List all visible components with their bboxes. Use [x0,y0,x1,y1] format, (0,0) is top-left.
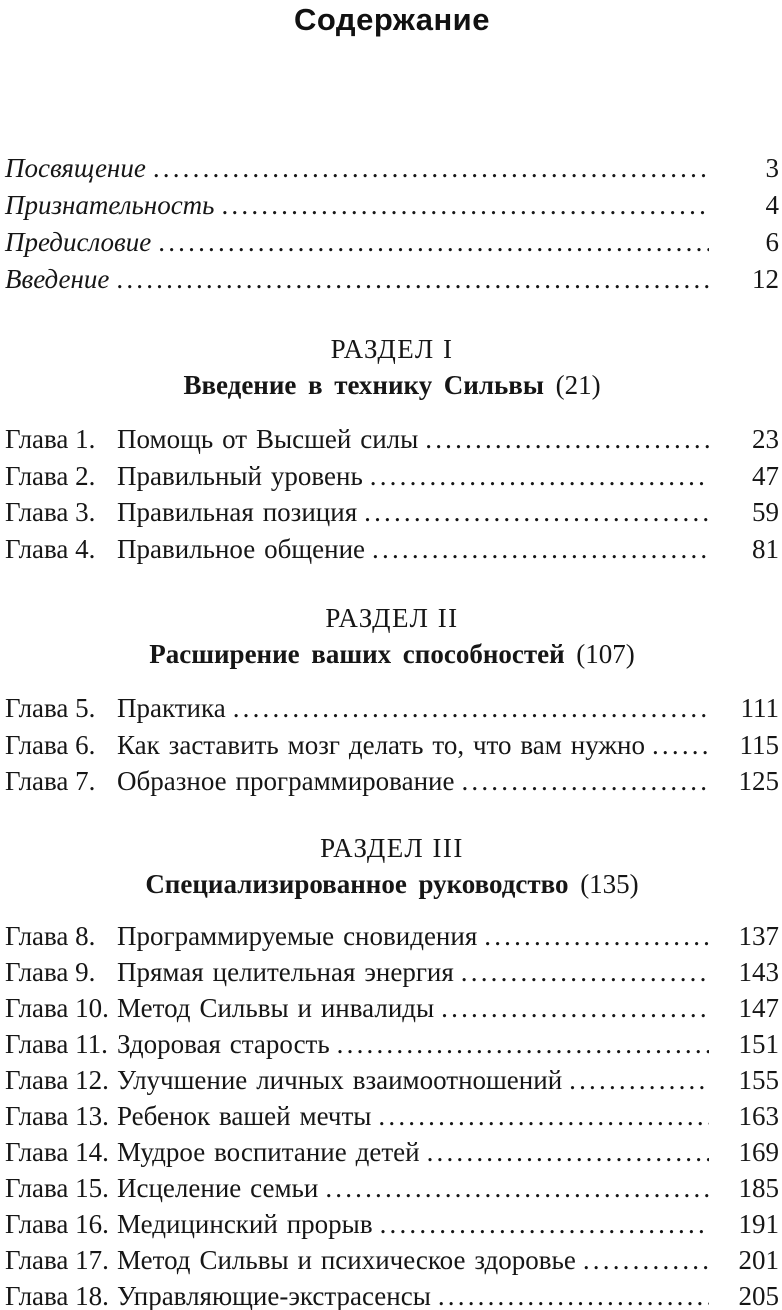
chapter-title: Правильный уровень [117,460,363,491]
dot-leader [337,1026,709,1062]
chapter-page-number: 125 [738,766,779,796]
chapter-page-number: 185 [738,1172,779,1203]
chapter-label: Глава 2. [5,460,96,491]
chapter-list [5,421,779,567]
dot-leader [380,1206,709,1242]
chapter-list [5,690,779,800]
dot-leader [378,1098,709,1134]
chapter-label: Глава 18. [5,1280,109,1310]
dot-leader [158,224,709,261]
chapter-label: Глава 10. [5,992,109,1023]
chapter-row [5,1098,779,1134]
chapter-page-number: 137 [738,920,779,951]
chapter-title: Здоровая старость [117,1028,330,1059]
chapter-page-number: 81 [752,533,779,564]
chapter-row [5,918,779,954]
section-heading: РАЗДЕЛ III [320,832,464,863]
chapter-row [5,1242,779,1278]
section-subtitle [5,367,779,403]
chapter-row [5,1206,779,1242]
chapter-label: Глава 5. [5,693,96,723]
toc-entry [5,224,779,261]
section-subtitle-text: Введение в технику Сильвы [183,370,544,400]
chapter-label: Глава 9. [5,956,96,987]
chapter-row [5,1278,779,1310]
chapter-label: Глава 3. [5,497,96,527]
chapter-title: Программируемые сновидения [117,920,478,951]
dot-leader [370,458,709,495]
chapter-page-number: 201 [738,1244,779,1275]
entry-page-number: 3 [765,153,779,183]
chapter-row [5,1170,779,1206]
chapter-label: Глава 8. [5,920,96,951]
chapter-row [5,531,779,568]
chapter-page-number: 115 [739,729,779,760]
dot-leader [221,187,709,224]
chapter-label: Глава 6. [5,729,96,760]
chapter-page-number: 59 [752,497,779,527]
chapter-page-number: 147 [738,992,779,1023]
dot-leader [325,1170,709,1206]
dot-leader [425,421,709,458]
toc-entry [5,150,779,187]
chapter-label: Глава 16. [5,1208,109,1239]
chapter-row [5,1062,779,1098]
entry-page-number: 12 [752,264,779,294]
dot-leader [461,954,709,990]
chapter-label: Глава 11. [5,1028,108,1059]
section-start-page: (107) [576,639,635,669]
chapter-page-number: 111 [740,693,779,723]
dot-leader [583,1242,709,1278]
toc-entry [5,187,779,224]
chapter-title: Мудрое воспитание детей [117,1136,420,1167]
dot-leader [427,1134,709,1170]
section-subtitle [5,636,779,672]
section-start-page: (21) [555,370,601,400]
chapter-label: Глава 13. [5,1100,109,1131]
chapter-title: Помощь от Высшей силы [117,424,419,454]
chapter-title: Прямая целительная энергия [117,956,454,987]
entry-page-number: 6 [765,227,779,257]
entry-title: Введение [5,264,110,294]
chapter-label: Глава 4. [5,533,96,564]
chapter-label: Глава 17. [5,1244,109,1275]
chapter-page-number: 169 [738,1136,779,1167]
dot-leader [438,1278,709,1310]
chapter-title: Практика [117,693,226,723]
entry-title: Признательность [5,190,215,220]
chapter-title: Как заставить мозг делать то, что вам нужно [117,729,645,760]
chapter-page-number: 191 [738,1208,779,1239]
front-matter-list [5,150,779,298]
chapter-page-number: 205 [738,1280,779,1310]
chapter-label: Глава 12. [5,1064,109,1095]
chapter-row [5,763,779,800]
chapter-title: Исцеление семьи [117,1172,319,1203]
entry-page-number: 4 [765,190,779,220]
chapter-title: Метод Сильвы и психическое здоровье [117,1244,576,1275]
chapter-list [5,918,779,1310]
section-heading: РАЗДЕЛ I [330,334,454,364]
chapter-row [5,1026,779,1062]
entry-title: Посвящение [5,153,146,183]
chapter-page-number: 47 [752,460,779,491]
chapter-title: Ребенок вашей мечты [117,1100,372,1131]
chapter-label: Глава 15. [5,1172,109,1203]
entry-title: Предисловие [5,227,152,257]
page-title: Содержание [294,2,490,37]
chapter-page-number: 155 [738,1064,779,1095]
chapter-row [5,954,779,990]
section-1 [5,331,779,567]
dot-leader [441,990,709,1026]
chapter-row [5,421,779,458]
chapter-title: Правильная позиция [117,497,358,527]
chapter-page-number: 163 [738,1100,779,1131]
dot-leader [484,918,709,954]
dot-leader [364,494,709,531]
chapter-page-number: 23 [752,424,779,454]
dot-leader [372,531,709,568]
dot-leader [233,690,709,727]
chapter-label: Глава 1. [5,424,96,454]
chapter-row [5,494,779,531]
dot-leader [652,727,709,764]
chapter-title: Улучшение личных взаимоотношений [117,1064,563,1095]
section-2 [5,600,779,800]
dot-leader [116,261,709,298]
chapter-row [5,690,779,727]
dot-leader [153,150,709,187]
chapter-title: Правильное общение [117,533,366,564]
chapter-row [5,458,779,495]
toc-entry [5,261,779,298]
section-subtitle-text: Расширение ваших способностей [149,639,565,669]
chapter-label: Глава 7. [5,766,96,796]
chapter-title: Управляющие-экстрасенсы [117,1280,431,1310]
chapter-title: Образное программирование [117,766,455,796]
section-3 [5,830,779,1310]
section-subtitle-text: Специализированное руководство [145,868,569,899]
chapter-page-number: 143 [738,956,779,987]
section-heading: РАЗДЕЛ II [325,603,459,633]
chapter-page-number: 151 [738,1028,779,1059]
chapter-title: Метод Сильвы и инвалиды [117,992,435,1023]
dot-leader [569,1062,709,1098]
chapter-label: Глава 14. [5,1136,109,1167]
dot-leader [461,763,709,800]
section-start-page: (135) [580,868,639,899]
chapter-title: Медицинский прорыв [117,1208,373,1239]
section-subtitle [5,866,779,902]
chapter-row [5,1134,779,1170]
chapter-row [5,727,779,764]
chapter-row [5,990,779,1026]
